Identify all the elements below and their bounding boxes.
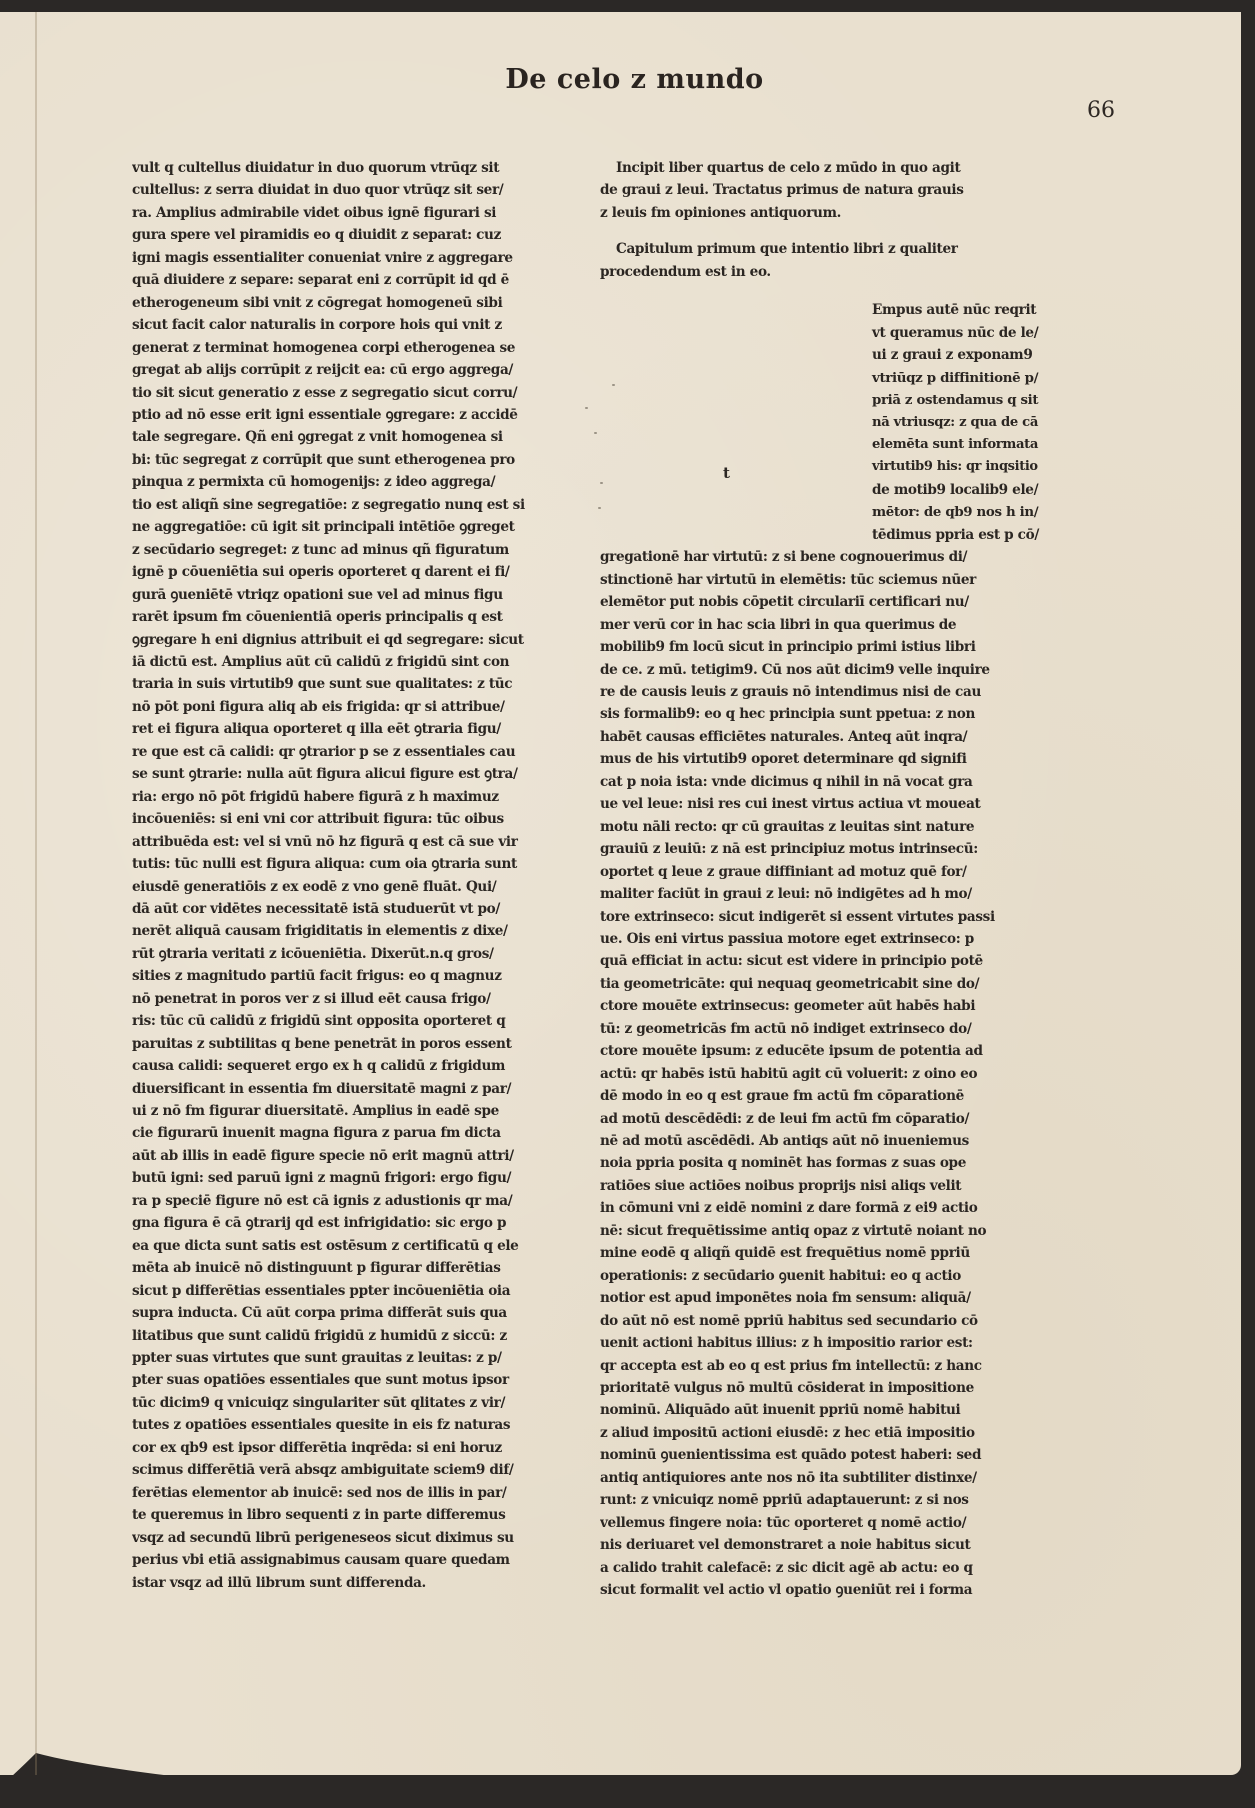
text-line: gregat ab alijs corrūpit z reijcit ea: cū ergo aggrega/ bbox=[132, 362, 514, 379]
gutter-fold bbox=[35, 12, 37, 1775]
text-line: operationis: z secūdario ꝯuenit habitui: eo q actio bbox=[600, 1267, 961, 1284]
text-line: litatibus que sunt calidū frigidū z humidū z siccū: z bbox=[132, 1327, 507, 1344]
text-line: tore extrinseco: sicut indigerēt si essent virtutes passi bbox=[600, 908, 995, 925]
text-line: sicut facit calor naturalis in corpore hois qui vnit z bbox=[132, 317, 502, 334]
text-line: grauiū z leuiū: z nā est principiuz motus intrinsecū: bbox=[600, 841, 978, 858]
folio-number: 66 bbox=[1087, 98, 1115, 123]
text-line: antiq antiquiores ante nos nō ita subtiliter distinxe/ bbox=[600, 1469, 977, 1486]
text-line: mobilib9 fm locū sicut in principio primi istius libri bbox=[600, 639, 976, 656]
text-line: tū: z geometricās fm actū nō indiget extrinseco do/ bbox=[600, 1020, 972, 1037]
text-line: ferētias elementor ab inuicē: sed nos de illis in par/ bbox=[132, 1484, 507, 1501]
text-line: mēta ab inuicē nō distinguunt p figurar differētias bbox=[132, 1260, 501, 1277]
text-line: nis deriuaret vel demonstraret a noie habitus sicut bbox=[600, 1537, 971, 1554]
text-line: mine eodē q aliqñ quidē est frequētius nomē ppriū bbox=[600, 1245, 970, 1262]
text-line: aūt ab illis in eadē figure specie nō erit magnū attri/ bbox=[132, 1147, 514, 1164]
text-line: elemētor put nobis cōpetit circulariī certificari nu/ bbox=[600, 594, 969, 611]
text-line: elemēta sunt informata bbox=[872, 436, 1039, 452]
text-line: ria: ergo nō pōt frigidū habere figurā z h maximuz bbox=[132, 788, 499, 805]
text-line: supra inducta. Cū aūt corpa prima differāt suis qua bbox=[132, 1305, 507, 1322]
text-line: z leuis fm opiniones antiquorum. bbox=[600, 204, 841, 221]
text-line: sicut formalit vel actio vl opatio ꝯueniūt rei i forma bbox=[600, 1582, 973, 1599]
book-heading bbox=[600, 157, 1040, 224]
text-line: re de causis leuis z grauis nō intendimus nisi de cau bbox=[600, 683, 981, 700]
initial-capital-space bbox=[600, 370, 862, 582]
text-line: paruitas z subtilitas q bene penetrāt in poros essent bbox=[132, 1035, 512, 1052]
text-line: butū igni: sed paruū igni z magnū frigori: ergo figu/ bbox=[132, 1170, 512, 1187]
text-line: cat p noia ista: vnde dicimus q nihil in nā vocat gra bbox=[600, 773, 973, 790]
text-line: Empus autē nūc reqrit bbox=[872, 302, 1037, 319]
text-line: gura spere vel piramidis eo q diuidit z separat: cuz bbox=[132, 227, 501, 244]
text-line: de motib9 localib9 ele/ bbox=[872, 481, 1039, 498]
text-line: priā z ostendamus q sit bbox=[872, 392, 1039, 409]
text-line: eiusdē generatiōis z ex eodē z vno genē fluāt. Qui/ bbox=[132, 878, 497, 895]
text-line: dē modo in eo q est graue fm actū fm cōparationē bbox=[600, 1088, 964, 1105]
text-line: ctore mouēte extrinsecus: geometer aūt habēs habi bbox=[600, 998, 976, 1015]
text-line: nē ad motū ascēdēdi. Ab antiqs aūt nō inueniemus bbox=[600, 1133, 969, 1150]
text-line: tio est aliqñ sine segregatiōe: z segregatio nunq est si bbox=[132, 496, 525, 513]
text-line: runt: z vnicuiqz nomē ppriū adaptauerunt: z si nos bbox=[600, 1492, 969, 1509]
text-line: pter suas opatiōes essentiales que sunt motus ipsor bbox=[132, 1372, 509, 1389]
text-line: ignē p cōueniētia sui operis oporteret q darent ei fi/ bbox=[132, 564, 510, 581]
text-line: tale segregare. Qñ eni ꝯgregat z vnit homogenea si bbox=[132, 429, 503, 446]
text-line: sis formalib9: eo q hec principia sunt ppetua: z non bbox=[600, 706, 976, 723]
page-bottom-curve bbox=[0, 1747, 700, 1775]
text-line: motu nāli recto: qr cū grauitas z leuitas sint nature bbox=[600, 818, 975, 835]
text-line: habēt causas efficiētes naturales. Anteq aūt inqra/ bbox=[600, 728, 968, 745]
text-line: rarēt ipsum fm cōuenientiā operis principalis q est bbox=[132, 609, 503, 626]
text-line: igni magis essentialiter conueniat vnire z aggregare bbox=[132, 249, 513, 266]
text-line: gregationē har virtutū: z si bene cognouerimus di/ bbox=[600, 549, 968, 566]
text-line: noia ppria posita q nominēt has formas z suas ope bbox=[600, 1155, 967, 1172]
text-line: vt queramus nūc de le/ bbox=[872, 324, 1039, 341]
text-line: ue vel leue: nisi res cui inest virtus actiua vt moueat bbox=[600, 796, 981, 813]
text-line: nē: sicut frequētissime antiq opaz z virtutē noiant no bbox=[600, 1222, 987, 1239]
text-line: ppter suas virtutes que sunt grauitas z leuitas: z p/ bbox=[132, 1350, 502, 1367]
text-line: tutes z opatiōes essentiales quesite in eis fz naturas bbox=[132, 1417, 511, 1434]
text-line: oportet q leue z graue diffiniant ad motuz quē for/ bbox=[600, 863, 967, 880]
text-line: te queremus in libro sequenti z in parte differemus bbox=[132, 1507, 506, 1524]
text-line: ue. Ois eni virtus passiua motore eget extrinseco: p bbox=[600, 930, 974, 947]
text-line: attribuēda est: vel si vnū nō hz figurā q est cā sue vir bbox=[132, 833, 518, 850]
text-line: gna figura ē cā ꝯtrarij qd est infrigidatio: sic ergo p bbox=[132, 1215, 507, 1232]
text-line: mētor: de qb9 nos h in/ bbox=[872, 504, 1039, 521]
text-line: in cōmuni vni z eidē nomini z dare formā z ei9 actio bbox=[600, 1200, 978, 1217]
text-line: se sunt ꝯtrarie: nulla aūt figura alicui figure est ꝯtra/ bbox=[132, 766, 518, 783]
book-page bbox=[0, 12, 1241, 1775]
text-line: z secūdario segreget: z tunc ad minus qñ figuratum bbox=[132, 541, 509, 558]
text-line: ctore mouēte ipsum: z educēte ipsum de potentia ad bbox=[600, 1043, 983, 1060]
text-line: nominū ꝯuenientissima est quādo potest haberi: sed bbox=[600, 1447, 982, 1464]
text-line: nerēt aliquā causam frigiditatis in elementis z dixe/ bbox=[132, 923, 508, 940]
text-line: ptio ad nō esse erit igni essentiale ꝯgregare: z accidē bbox=[132, 406, 518, 423]
text-line: tutis: tūc nulli est figura aliqua: cum oia ꝯtraria sunt bbox=[132, 856, 517, 873]
text-line: incōueniēs: si eni vni cor attribuit figura: tūc oibus bbox=[132, 811, 504, 828]
text-line: nō penetrat in poros ver z si illud eēt causa frigo/ bbox=[132, 990, 491, 1007]
text-line: procedendum est in eo. bbox=[600, 263, 771, 280]
text-line: quā diuidere z separe: separat eni z corrūpit id qd ē bbox=[132, 272, 509, 289]
text-line: rūt ꝯtraria veritati z icōueniētia. Dixerūt.n.q gros/ bbox=[132, 945, 494, 962]
text-line: gurā ꝯueniētē vtriqz opationi sue vel ad minus figu bbox=[132, 586, 503, 603]
left-column bbox=[132, 157, 557, 1594]
text-line: ra. Amplius admirabile videt oibus ignē figurari si bbox=[132, 204, 497, 221]
guide-letter: t bbox=[723, 464, 730, 482]
text-line: z aliud impositū actioni eiusdē: z hec etiā impositio bbox=[600, 1424, 975, 1441]
text-line: ꝯgregare h eni dignius attribuit ei qd segregare: sicut bbox=[132, 631, 524, 648]
text-line: cie figurarū inuenit magna figura z parua fm dicta bbox=[132, 1125, 501, 1142]
text-line: nā vtriusqz: z qua de cā bbox=[872, 414, 1039, 430]
text-line: etherogeneum sibi vnit z cōgregat homogeneū sibi bbox=[132, 294, 503, 311]
text-line: nō pōt poni figura aliq ab eis frigida: qr si attribue/ bbox=[132, 698, 505, 715]
text-line: ret ei figura aliqua oporteret q illa eēt ꝯtraria figu/ bbox=[132, 721, 501, 738]
text-line: ui z nō fm figurar diuersitatē. Amplius in eadē spe bbox=[132, 1103, 499, 1120]
text-line: cor ex qb9 est ipsor differētia inqrēda: si eni horuz bbox=[132, 1439, 502, 1456]
text-line: actū: qr habēs istū habitū agit cū voluerit: z oino eo bbox=[600, 1065, 978, 1082]
running-head: De celo z mundo bbox=[505, 64, 764, 95]
text-line: qr accepta est ab eo q est prius fm intellectū: z hanc bbox=[600, 1357, 982, 1374]
text-line: vellemus fingere noia: tūc oporteret q nomē actio/ bbox=[600, 1514, 967, 1531]
text-line: ea que dicta sunt satis est ostēsum z certificatū q ele bbox=[132, 1237, 519, 1254]
text-line: pinqua z permixta cū homogenijs: z ideo aggrega/ bbox=[132, 474, 496, 491]
chapter-heading bbox=[600, 238, 1040, 283]
text-line: ad motū descēdēdi: z de leui fm actū fm cōparatio/ bbox=[600, 1110, 970, 1127]
text-line: prioritatē vulgus nō multū cōsiderat in impositione bbox=[600, 1380, 974, 1397]
text-line: a calido trahit calefacē: z sic dicit agē ab actu: eo q bbox=[600, 1559, 973, 1576]
text-line: ris: tūc cū calidū z frigidū sint opposita oporteret q bbox=[132, 1013, 506, 1030]
text-line: quā efficiat in actu: sicut est videre in principio potē bbox=[600, 953, 983, 970]
text-line: mus de his virtutib9 oporet determinare qd signifi bbox=[600, 751, 967, 768]
text-line: de ce. z mū. tetigim9. Cū nos aūt dicim9 velle inquire bbox=[600, 661, 990, 678]
text-line: virtutib9 his: qr inqsitio bbox=[872, 459, 1038, 475]
text-line: tia geometricāte: qui nequaq geometricabit sine do/ bbox=[600, 975, 980, 992]
text-line: dā aūt cor vidētes necessitatē istā studuerūt vt po/ bbox=[132, 900, 500, 917]
text-line: ne aggregatiōe: cū igit sit principali intētiōe ꝯgreget bbox=[132, 519, 515, 536]
text-line: nominū. Aliquādo aūt inuenit ppriū nomē habitui bbox=[600, 1402, 961, 1419]
text-line: maliter faciūt in graui z leui: nō indigētes ad h mo/ bbox=[600, 886, 972, 903]
text-line: tēdimus ppria est p cō/ bbox=[872, 526, 1039, 543]
text-line: de graui z leui. Tractatus primus de natura grauis bbox=[600, 182, 964, 199]
text-line: sicut p differētias essentiales ppter incōueniētia oia bbox=[132, 1282, 511, 1299]
text-line: perius vbi etiā assignabimus causam quare quedam bbox=[132, 1552, 510, 1569]
text-line: traria in suis virtutib9 que sunt sue qualitates: z tūc bbox=[132, 676, 513, 693]
text-line: ratiōes siue actiōes noibus proprijs nisi aliqs velit bbox=[600, 1177, 962, 1194]
text-line: ui z graui z exponam9 bbox=[872, 347, 1033, 364]
text-line: diuersificant in essentia fm diuersitatē magni z par/ bbox=[132, 1080, 512, 1097]
text-line: Capitulum primum que intentio libri z qualiter bbox=[616, 241, 958, 258]
text-line: stinctionē har virtutū in elemētis: tūc sciemus nūer bbox=[600, 571, 976, 588]
text-line: vsqz ad secundū librū perigeneseos sicut diximus su bbox=[132, 1529, 514, 1546]
text-line: vult q cultellus diuidatur in duo quorum vtrūqz sit bbox=[132, 160, 500, 176]
text-line: tio sit sicut generatio z esse z segregatio sicut corru/ bbox=[132, 384, 518, 401]
text-line: vtriūqz p diffinitionē p/ bbox=[872, 369, 1039, 386]
text-line: generat z terminat homogenea corpi etherogenea se bbox=[132, 339, 516, 356]
text-line: causa calidi: sequeret ergo ex h q calidū z frigidum bbox=[132, 1058, 506, 1075]
text-line: re que est cā calidi: qr ꝯtrarior p se z essentiales cau bbox=[132, 743, 516, 760]
text-line: tūc dicim9 q vnicuiqz singulariter sūt qlitates z vir/ bbox=[132, 1394, 506, 1411]
text-line: notior est apud imponētes noia fm sensum: aliquā/ bbox=[600, 1290, 971, 1307]
text-line: istar vsqz ad illū librum sunt differenda. bbox=[132, 1574, 426, 1591]
body-text bbox=[600, 546, 1040, 1601]
text-line: bi: tūc segregat z corrūpit que sunt etherogenea pro bbox=[132, 451, 515, 468]
text-line: Incipit liber quartus de celo z mūdo in quo agit bbox=[616, 160, 961, 176]
text-line: mer verū cor in hac scia libri in qua querimus de bbox=[600, 616, 957, 633]
text-line: uenit actioni habitus illius: z h impositio rarior est: bbox=[600, 1335, 973, 1352]
text-line: ra p speciē figure nō est cā ignis z adustionis qr ma/ bbox=[132, 1192, 513, 1209]
text-line: cultellus: z serra diuidat in duo quor vtrūqz sit ser/ bbox=[132, 182, 504, 199]
text-line: do aūt nō est nomē ppriū habitus sed secundario cō bbox=[600, 1312, 978, 1329]
text-line: sities z magnitudo partiū facit frigus: eo q magnuz bbox=[132, 968, 502, 985]
text-line: scimus differētiā verā absqz ambiguitate sciem9 dif/ bbox=[132, 1462, 514, 1479]
text-line: iā dictū est. Amplius aūt cū calidū z frigidū sint con bbox=[132, 653, 510, 670]
